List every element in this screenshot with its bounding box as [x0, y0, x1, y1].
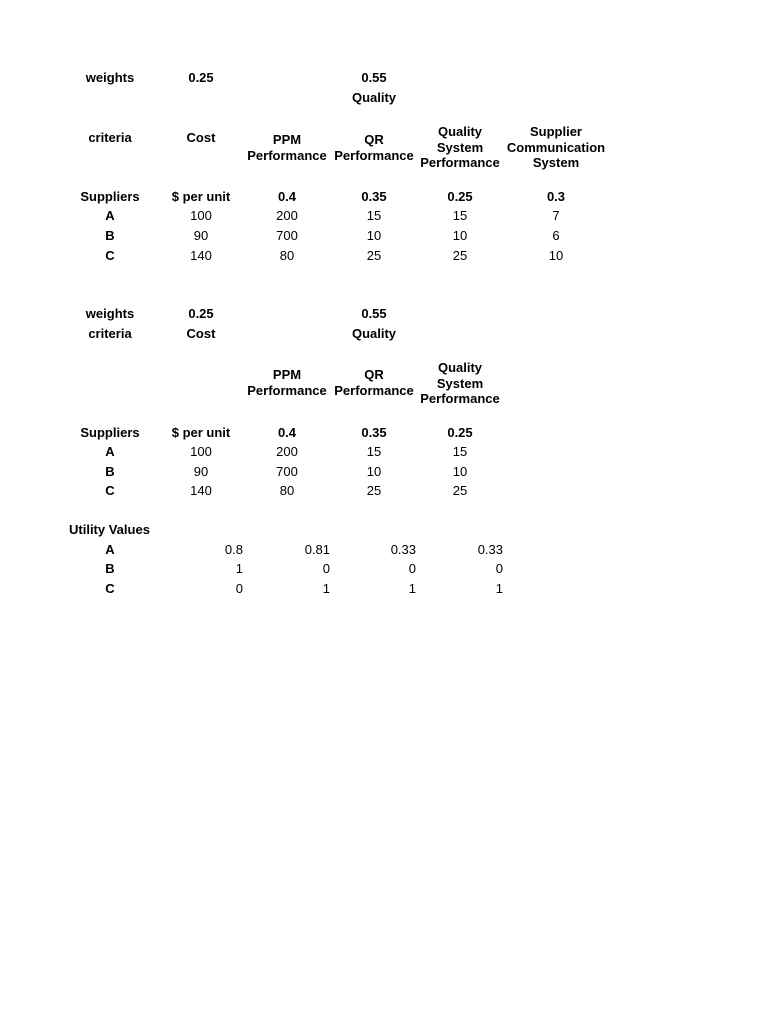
utility-cell: 1 — [408, 581, 416, 596]
cell-qr: 25 — [366, 248, 382, 263]
cost-label: Cost — [186, 326, 216, 341]
subweight-ppm: 0.4 — [277, 189, 297, 204]
utility-cell: 0 — [495, 561, 503, 576]
header-qs-line3: Performance — [420, 391, 500, 406]
utility-row-name: B — [105, 561, 115, 576]
weight-quality: 0.55 — [361, 306, 387, 321]
cell-ppm: 200 — [276, 444, 298, 459]
header-quality-system — [418, 360, 502, 407]
cell-qs: 25 — [452, 483, 468, 498]
header-qr-line2: Performance — [334, 382, 414, 398]
header-qr-line2: Performance — [334, 147, 414, 163]
utility-cell: 0 — [408, 561, 416, 576]
header-qr — [332, 367, 416, 398]
utility-label: Utility Values — [69, 522, 150, 537]
cell-qr: 15 — [366, 444, 382, 459]
cell-qs: 15 — [452, 208, 468, 223]
header-sc-line3: System — [532, 155, 580, 170]
cell-sc: 6 — [552, 228, 560, 243]
subweight-ppm: 0.4 — [277, 425, 297, 440]
utility-row-name: C — [105, 581, 115, 596]
cell-sc: 7 — [552, 208, 560, 223]
cell-cost: 90 — [193, 464, 209, 479]
utility-cell: 1 — [495, 581, 503, 596]
header-qr-line1: QR — [364, 132, 384, 147]
header-ppm-line1: PPM — [272, 367, 302, 382]
suppliers-label: Suppliers — [80, 189, 140, 204]
weight-quality: 0.55 — [361, 70, 387, 85]
header-cost: Cost — [186, 130, 216, 145]
utility-cell: 1 — [235, 561, 243, 576]
utility-cell: 0 — [322, 561, 330, 576]
subweight-qr: 0.35 — [361, 425, 387, 440]
cell-qr: 10 — [366, 464, 382, 479]
header-sc-line2: Communication — [506, 139, 606, 155]
suppliers-label: Suppliers — [80, 425, 140, 440]
utility-cell: 0 — [235, 581, 243, 596]
cell-ppm: 80 — [279, 483, 295, 498]
utility-cell: 0.8 — [224, 542, 243, 557]
header-ppm — [245, 132, 329, 163]
utility-cell: 1 — [322, 581, 330, 596]
utility-cell: 0.33 — [390, 542, 416, 557]
cell-qs: 25 — [452, 248, 468, 263]
header-qs-line3: Performance — [420, 155, 500, 170]
weights-label: weights — [85, 70, 135, 85]
cell-qr: 10 — [366, 228, 382, 243]
cell-ppm: 700 — [276, 228, 298, 243]
subweight-qs: 0.25 — [447, 189, 473, 204]
cell-qr: 15 — [366, 208, 382, 223]
weight-cost: 0.25 — [188, 306, 214, 321]
quality-group-label: Quality — [351, 90, 397, 105]
cell-cost: 90 — [193, 228, 209, 243]
header-sc-line1: Supplier — [529, 124, 582, 139]
criteria-label: criteria — [88, 130, 132, 145]
supplier-name: C — [105, 248, 115, 263]
header-qr — [332, 132, 416, 163]
cell-qs: 10 — [452, 228, 468, 243]
supplier-name: A — [105, 444, 115, 459]
cell-ppm: 700 — [276, 464, 298, 479]
header-qs-line2: System — [436, 139, 484, 155]
cell-cost: 140 — [190, 248, 212, 263]
cell-qr: 25 — [366, 483, 382, 498]
header-ppm-line1: PPM — [272, 132, 302, 147]
utility-row-name: A — [105, 542, 115, 557]
supplier-name: B — [105, 228, 115, 243]
cell-qs: 10 — [452, 464, 468, 479]
unit-label: $ per unit — [171, 189, 231, 204]
header-qr-line1: QR — [364, 367, 384, 382]
header-ppm-line2: Performance — [247, 382, 327, 398]
subweight-qs: 0.25 — [447, 425, 473, 440]
weights-label: weights — [85, 306, 135, 321]
cell-cost: 100 — [190, 208, 212, 223]
utility-cell: 0.81 — [304, 542, 330, 557]
subweight-sc: 0.3 — [546, 189, 566, 204]
header-quality-system — [418, 124, 502, 171]
cell-sc: 10 — [548, 248, 564, 263]
cell-cost: 100 — [190, 444, 212, 459]
cell-cost: 140 — [190, 483, 212, 498]
header-ppm — [245, 367, 329, 398]
quality-label: Quality — [351, 326, 397, 341]
utility-cell: 0.33 — [477, 542, 503, 557]
header-qs-line1: Quality — [437, 360, 483, 375]
supplier-name: A — [105, 208, 115, 223]
cell-qs: 15 — [452, 444, 468, 459]
cell-ppm: 80 — [279, 248, 295, 263]
header-qs-line2: System — [436, 375, 484, 391]
weight-cost: 0.25 — [188, 70, 214, 85]
supplier-name: B — [105, 464, 115, 479]
subweight-qr: 0.35 — [361, 189, 387, 204]
criteria-label: criteria — [88, 326, 132, 341]
header-supplier-communication — [502, 124, 610, 171]
unit-label: $ per unit — [171, 425, 231, 440]
cell-ppm: 200 — [276, 208, 298, 223]
header-qs-line1: Quality — [437, 124, 483, 139]
supplier-name: C — [105, 483, 115, 498]
header-ppm-line2: Performance — [247, 147, 327, 163]
